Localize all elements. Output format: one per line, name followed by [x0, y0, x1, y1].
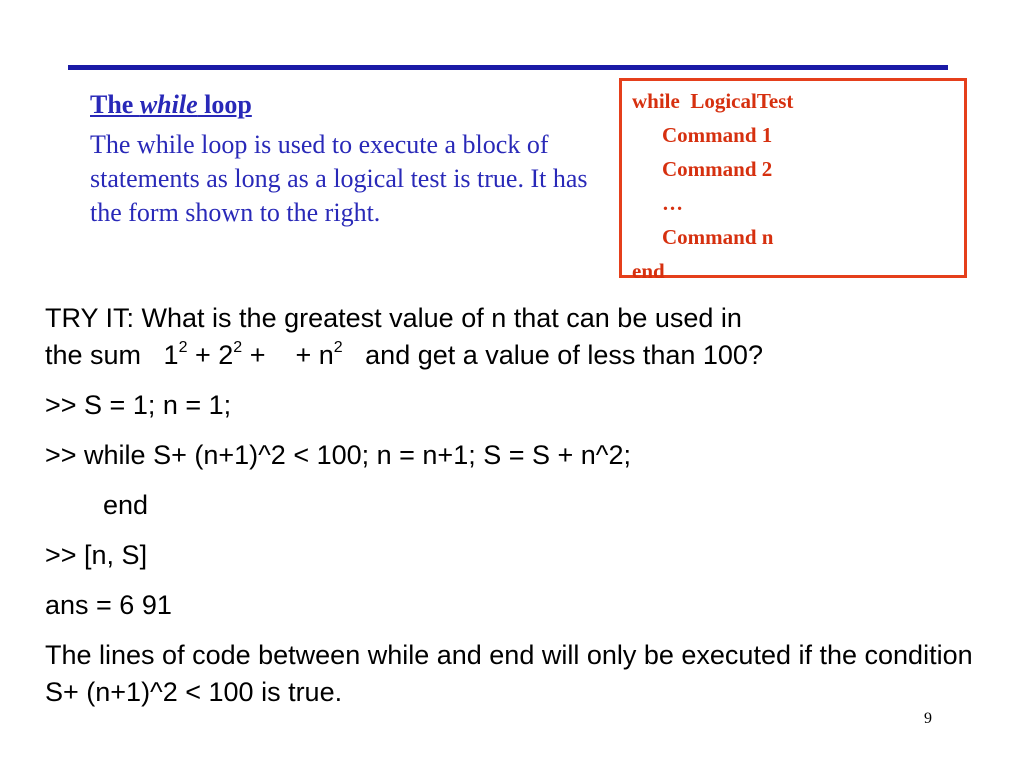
command-init: >> S = 1; n = 1; — [45, 390, 232, 420]
intro-block — [90, 88, 590, 230]
conclusion-text: The lines of code between while and end will only be executed if the condition S+ (n+1)^2 < 100 is true. — [45, 640, 973, 707]
slide-number: 9 — [924, 710, 932, 727]
heading-keyword: while — [139, 90, 198, 119]
syntax-line-command-2: Command 2 — [662, 157, 773, 181]
syntax-line-while: while LogicalTest — [632, 89, 794, 113]
title-rule — [68, 65, 948, 70]
syntax-line-command-1: Command 1 — [662, 123, 773, 147]
command-end: end — [103, 490, 149, 520]
command-display: >> [n, S] — [45, 540, 148, 570]
try-it-question: TRY IT: What is the greatest value of n that can be used in the sum $1^2 + 2^2$ + + $n^2$ and get a value of less than 100? — [45, 303, 763, 370]
intro-text: The while loop is used to execute a block of statements as long as a logical test is true. It has the form shown to the right. — [90, 130, 588, 227]
syntax-line-end: end — [632, 259, 665, 283]
command-answer: ans = 6 91 — [45, 590, 172, 620]
syntax-line-ellipsis: … — [662, 191, 683, 215]
command-while: >> while S+ (n+1)^2 < 100; n = n+1; S = S + n^2; — [45, 440, 631, 470]
while-syntax-box — [619, 78, 967, 283]
main-content — [45, 300, 985, 711]
section-heading: The while loop — [90, 90, 252, 119]
syntax-line-command-n: Command n — [662, 225, 774, 249]
